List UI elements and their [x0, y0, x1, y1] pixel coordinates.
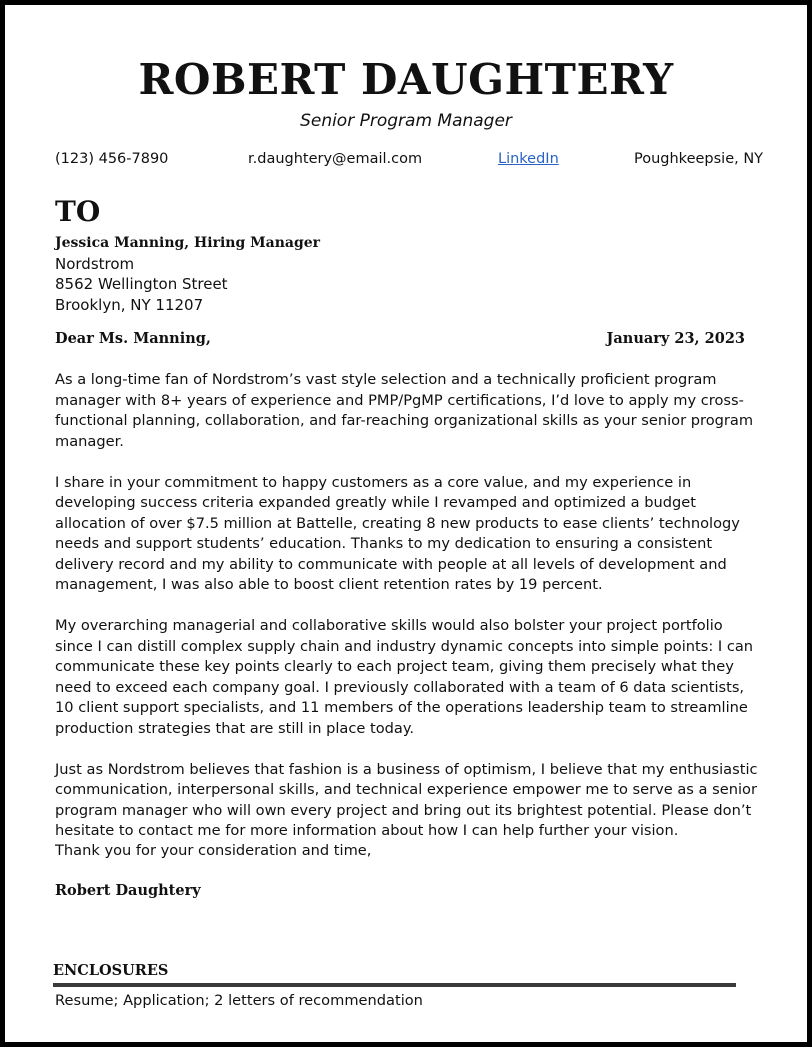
applicant-title: Senior Program Manager — [300, 111, 512, 131]
applicant-name: ROBERT DAUGHTERY — [138, 55, 674, 104]
recipient-block — [55, 233, 320, 315]
recipient-company: Nordstrom — [55, 254, 135, 273]
letter-date: January 23, 2023 — [606, 330, 745, 347]
enclosures-list: Resume; Application; 2 letters of recommendation — [55, 992, 423, 1009]
body-paragraph: Just as Nordstrom believes that fashion is a business of optimism, I believe that my enthusiastic communication, interpersonal skills, and technical experience empower me to serve as a senior program manager who will own every project and bring out its brightest potential. Please don’t hesitate to contact me for more information about how I can help further your vision. — [55, 760, 758, 839]
recipient-heading: TO — [55, 195, 101, 228]
body-paragraph: As a long-time fan of Nordstrom’s vast style selection and a technically proficient program manager with 8+ years of experience and PMP/PgMP certifications, I’d love to apply my cross-functional planning, collaboration, and far-reaching organizational skills as your senior program manager. — [55, 371, 754, 450]
signature: Robert Daughtery — [55, 882, 201, 899]
salutation: Dear Ms. Manning, — [55, 330, 211, 347]
enclosures-heading: ENCLOSURES — [53, 962, 169, 979]
recipient-name: Jessica Manning, Hiring Manager — [55, 235, 321, 251]
linkedin-link[interactable]: LinkedIn — [498, 151, 559, 167]
body-paragraph: I share in your commitment to happy customers as a core value, and my experience in developing success criteria expanded greatly while I revamped and optimized a budget allocation of over $7.5 million at Battelle, creating 8 new products to ease clients’ technology needs and support students’ education. Thanks to my dedication to ensuring a consistent delivery record and my ability to communicate with people at all levels of development and management, I was also able to boost client retention rates by 19 percent. — [55, 473, 740, 593]
contact-phone: (123) 456-7890 — [55, 151, 169, 167]
recipient-street: 8562 Wellington Street — [55, 275, 228, 293]
body-paragraph: My overarching managerial and collaborative skills would also bolster your project portfolio since I can distill complex supply chain and industry dynamic concepts into simple points: I can communicate these key points clearly to each project team, giving them precisely what they need to exceed each company goal. I previously collaborated with a team of 6 data scientists, 10 client support specialists, and 11 members of the operations leadership team to streamline production strategies that are still in place today. — [55, 617, 754, 737]
recipient-city: Brooklyn, NY 11207 — [55, 295, 204, 314]
contact-location: Poughkeepsie, NY — [634, 151, 764, 167]
closing-line: Thank you for your consideration and time, — [55, 842, 372, 859]
letter-body — [55, 370, 760, 862]
contact-email: r.daughtery@email.com — [248, 151, 423, 167]
section-divider — [53, 983, 736, 987]
